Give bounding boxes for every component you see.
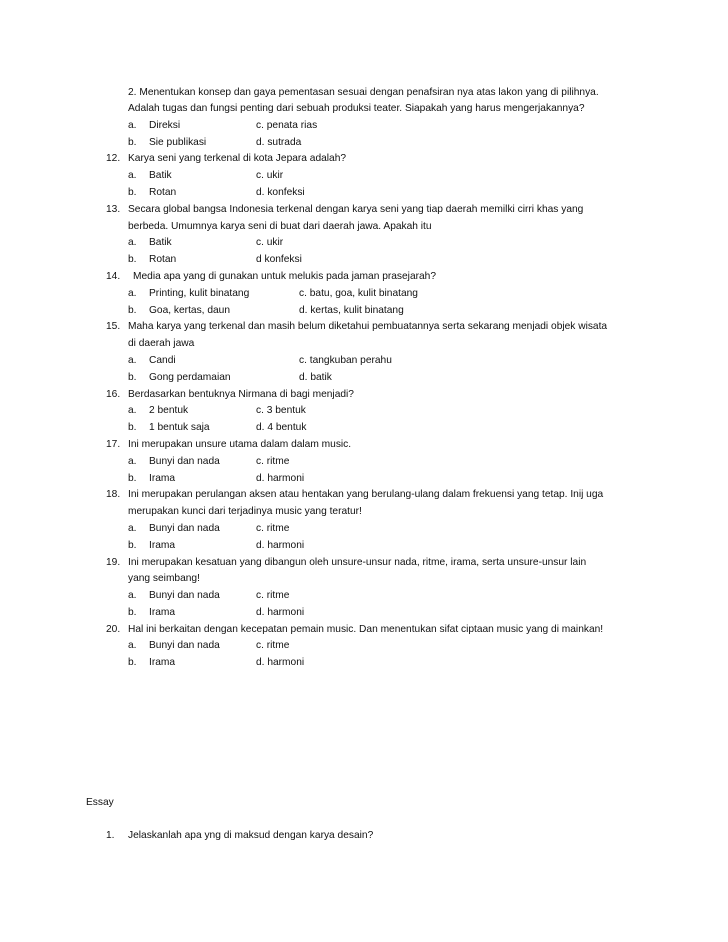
q15-option-a: Candi [149, 355, 176, 366]
q20-option-a-letter: a. [128, 640, 137, 651]
q12-option-a-letter: a. [128, 170, 137, 181]
q15-number: 15. [106, 321, 121, 332]
q16-option-c: c. 3 bentuk [256, 405, 306, 416]
q11-option-b-letter: b. [128, 137, 137, 148]
q11-option-b: Sie publikasi [149, 137, 207, 148]
q17-option-b-letter: b. [128, 473, 137, 484]
q13-option-b-letter: b. [128, 254, 137, 265]
q19-option-c: c. ritme [256, 590, 290, 601]
q12-option-c: c. ukir [256, 170, 284, 181]
q18-option-d: d. harmoni [256, 540, 305, 551]
q16-option-b: 1 bentuk saja [149, 422, 210, 433]
q14-option-d: d. kertas, kulit binatang [299, 305, 404, 316]
q11-line1: 2. Menentukan konsep dan gaya pementasan sesuai dengan penafsiran nya atas lakon yang di pilihnya. [128, 87, 599, 98]
q15-option-c: c. tangkuban perahu [299, 355, 392, 366]
q12-option-b: Rotan [149, 187, 177, 198]
q20-option-c: c. ritme [256, 640, 290, 651]
q13-line1: Secara global bangsa Indonesia terkenal dengan karya seni yang tiap daerah memilki cirri khas yang [128, 204, 584, 215]
q15-line2: di daerah jawa [128, 338, 195, 349]
q13-option-a: Batik [149, 237, 172, 248]
q16-line1: Berdasarkan bentuknya Nirmana di bagi menjadi? [128, 389, 354, 400]
q14-option-a: Printing, kulit binatang [149, 288, 250, 299]
q16-option-b-letter: b. [128, 422, 137, 433]
q17-line1: Ini merupakan unsure utama dalam dalam music. [128, 439, 352, 450]
q18-option-b-letter: b. [128, 540, 137, 551]
q12-option-b-letter: b. [128, 187, 137, 198]
q14-option-b-letter: b. [128, 305, 137, 316]
q16-option-a: 2 bentuk [149, 405, 189, 416]
q13-line2: berbeda. Umumnya karya seni di buat dari daerah jawa. Apakah itu [128, 221, 432, 232]
q13-option-d: d konfeksi [256, 254, 302, 265]
q20-option-b-letter: b. [128, 657, 137, 668]
q19-option-b: Irama [149, 607, 176, 618]
q15-option-b-letter: b. [128, 372, 137, 383]
q13-option-b: Rotan [149, 254, 177, 265]
q18-option-a: Bunyi dan nada [149, 523, 220, 534]
q18-line1: Ini merupakan perulangan aksen atau hentakan yang berulang-ulang dalam frekuensi yang tetap. Inij uga [128, 489, 604, 500]
q17-number: 17. [106, 439, 121, 450]
q14-number: 14. [106, 271, 121, 282]
q19-line1: Ini merupakan kesatuan yang dibangun oleh unsure-unsur nada, ritme, irama, serta unsure-unsur lain [128, 557, 587, 568]
q11-option-c: c. penata rias [256, 120, 318, 131]
q18-option-a-letter: a. [128, 523, 137, 534]
q14-line1: Media apa yang di gunakan untuk melukis pada jaman prasejarah? [133, 271, 436, 282]
q15-line1: Maha karya yang terkenal dan masih belum diketahui pembuatannya serta sekarang menjadi objek wisata [128, 321, 608, 332]
essay-q1-number: 1. [106, 830, 115, 841]
q13-option-a-letter: a. [128, 237, 137, 248]
q16-option-a-letter: a. [128, 405, 137, 416]
q18-line2: merupakan kunci dari terjadinya music yang teratur! [128, 506, 362, 517]
q17-option-c: c. ritme [256, 456, 290, 467]
q15-option-b: Gong perdamaian [149, 372, 231, 383]
q14-option-b: Goa, kertas, daun [149, 305, 230, 316]
q17-option-a-letter: a. [128, 456, 137, 467]
q19-option-a-letter: a. [128, 590, 137, 601]
q20-number: 20. [106, 624, 121, 635]
q19-number: 19. [106, 557, 121, 568]
q17-option-a: Bunyi dan nada [149, 456, 220, 467]
q11-option-d: d. sutrada [256, 137, 302, 148]
essay-heading: Essay [86, 797, 114, 808]
q18-option-c: c. ritme [256, 523, 290, 534]
q11-option-a: Direksi [149, 120, 181, 131]
q19-option-a: Bunyi dan nada [149, 590, 220, 601]
q20-option-b: Irama [149, 657, 176, 668]
q18-number: 18. [106, 489, 121, 500]
q16-number: 16. [106, 389, 121, 400]
q18-option-b: Irama [149, 540, 176, 551]
q15-option-a-letter: a. [128, 355, 137, 366]
q17-option-d: d. harmoni [256, 473, 305, 484]
essay-q1-text: Jelaskanlah apa yng di maksud dengan karya desain? [128, 830, 374, 841]
q20-line1: Hal ini berkaitan dengan kecepatan pemain music. Dan menentukan sifat ciptaan music yang di mainkan! [128, 624, 604, 635]
q11-line2: Adalah tugas dan fungsi penting dari sebuah produksi teater. Siapakah yang harus mengerjakannya? [128, 103, 585, 114]
q15-option-d: d. batik [299, 372, 332, 383]
q14-option-c: c. batu, goa, kulit binatang [299, 288, 418, 299]
q19-line2: yang seimbang! [128, 573, 200, 584]
q19-option-b-letter: b. [128, 607, 137, 618]
q11-option-a-letter: a. [128, 120, 137, 131]
q12-line1: Karya seni yang terkenal di kota Jepara adalah? [128, 153, 347, 164]
q12-option-d: d. konfeksi [256, 187, 305, 198]
q16-option-d: d. 4 bentuk [256, 422, 307, 433]
q19-option-d: d. harmoni [256, 607, 305, 618]
q20-option-d: d. harmoni [256, 657, 305, 668]
q17-option-b: Irama [149, 473, 176, 484]
q20-option-a: Bunyi dan nada [149, 640, 220, 651]
q14-option-a-letter: a. [128, 288, 137, 299]
q12-option-a: Batik [149, 170, 172, 181]
q12-number: 12. [106, 153, 121, 164]
q13-option-c: c. ukir [256, 237, 284, 248]
q13-number: 13. [106, 204, 121, 215]
